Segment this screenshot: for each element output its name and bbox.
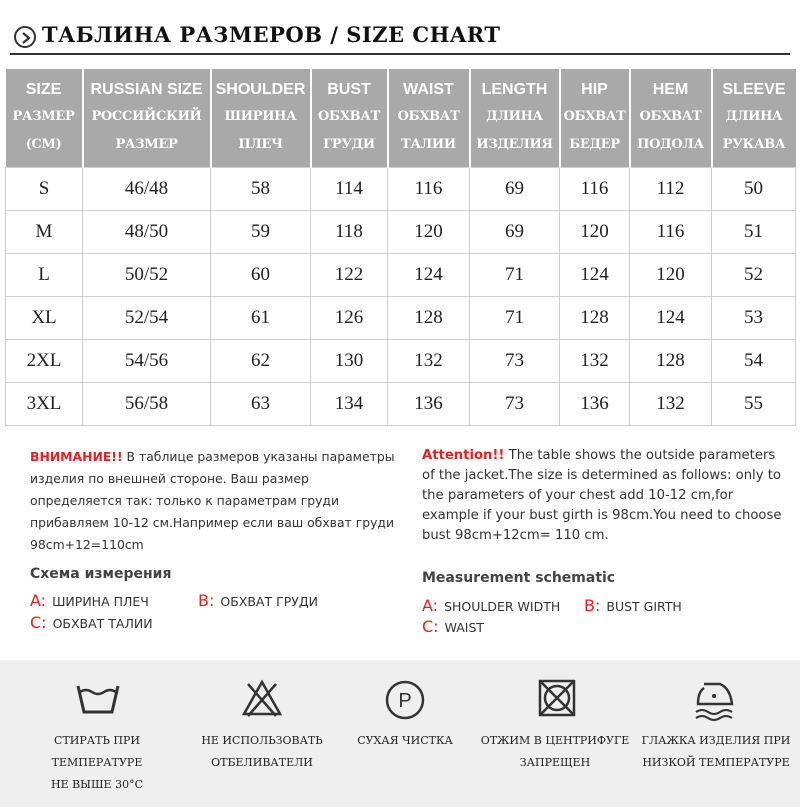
care-instructions bbox=[0, 660, 800, 807]
legend-ru-c: C: ОБХВАТ ТАЛИИ bbox=[30, 613, 153, 632]
table-cell: 52 bbox=[712, 253, 796, 296]
table-cell: 122 bbox=[311, 253, 388, 296]
column-header-en: SIZE bbox=[25, 80, 62, 98]
table-cell: 63 bbox=[211, 382, 311, 425]
column-header-ru1: ОБХВАТ bbox=[318, 108, 380, 124]
table-row bbox=[6, 253, 796, 296]
table-cell: 73 bbox=[470, 339, 560, 382]
no-bleach-icon bbox=[240, 678, 284, 718]
table-cell: 61 bbox=[211, 296, 311, 339]
table-cell: 54/56 bbox=[83, 339, 211, 382]
table-cell: 55 bbox=[712, 382, 796, 425]
table-cell: 53 bbox=[712, 296, 796, 339]
care-item-dryclean bbox=[325, 660, 485, 807]
care-label-iron: ГЛАЖКА ИЗДЕЛИЯ ПРИ НИЗКОЙ ТЕМПЕРАТУРЕ bbox=[641, 734, 791, 769]
column-header-ru1: ОБХВАТ bbox=[563, 108, 626, 124]
table-cell: 3XL bbox=[6, 382, 83, 425]
legend-ru-a: A: ШИРИНА ПЛЕЧ bbox=[30, 591, 149, 610]
table-cell: M bbox=[6, 210, 83, 253]
care-label-dryclean: СУХАЯ ЧИСТКА bbox=[357, 734, 453, 747]
table-cell: 50/52 bbox=[83, 253, 211, 296]
table-cell: 58 bbox=[211, 167, 311, 210]
table-body bbox=[6, 167, 796, 425]
chevron-right-icon bbox=[14, 26, 36, 48]
column-header bbox=[83, 69, 211, 167]
table-cell: 116 bbox=[630, 210, 712, 253]
column-header-ru2: РУКАВА bbox=[722, 136, 786, 152]
schematic-title-ru: Схема измерения bbox=[30, 566, 172, 582]
table-cell: 52/54 bbox=[83, 296, 211, 339]
column-header-ru1: РОССИЙСКИЙ bbox=[91, 108, 202, 124]
table-cell: XL bbox=[6, 296, 83, 339]
table-row bbox=[6, 210, 796, 253]
table-cell: S bbox=[6, 167, 83, 210]
column-header-ru2: РАЗМЕР bbox=[115, 136, 178, 152]
care-item-bleach bbox=[182, 660, 342, 807]
column-header-ru2: ГРУДИ bbox=[323, 136, 375, 152]
column-header-en: BUST bbox=[327, 80, 371, 98]
column-header-ru1: ОБХВАТ bbox=[639, 108, 702, 124]
column-header-en: LENGTH bbox=[481, 80, 548, 98]
table-cell: 136 bbox=[560, 382, 630, 425]
care-item-wash bbox=[17, 660, 177, 807]
column-header-en: RUSSIAN SIZE bbox=[90, 80, 203, 98]
care-item-spin bbox=[475, 660, 635, 807]
table-cell: 132 bbox=[560, 339, 630, 382]
table-cell: 50 bbox=[712, 167, 796, 210]
table-header-row bbox=[6, 69, 796, 167]
table-cell: 118 bbox=[311, 210, 388, 253]
table-cell: 62 bbox=[211, 339, 311, 382]
column-header-en: HEM bbox=[652, 80, 689, 98]
table-cell: 130 bbox=[311, 339, 388, 382]
table-row bbox=[6, 382, 796, 425]
table-cell: 46/48 bbox=[83, 167, 211, 210]
size-chart-table bbox=[5, 69, 796, 426]
table-cell: 126 bbox=[311, 296, 388, 339]
column-header-en: HIP bbox=[581, 80, 608, 98]
legend-en-c: C: WAIST bbox=[422, 617, 485, 636]
wash-30-icon bbox=[74, 678, 122, 718]
title-bar bbox=[0, 0, 800, 58]
column-header-ru2: ПЛЕЧ bbox=[238, 136, 283, 152]
column-header bbox=[712, 69, 796, 167]
table-cell: 128 bbox=[630, 339, 712, 382]
no-tumble-dry-icon bbox=[537, 678, 577, 718]
schematic-title-en: Measurement schematic bbox=[422, 570, 616, 586]
page-title: ТАБЛИНА РАЗМЕРОВ / SIZE CHART bbox=[42, 22, 501, 47]
table-cell: 69 bbox=[470, 167, 560, 210]
care-label-spin: ОТЖИМ В ЦЕНТРИФУГЕ ЗАПРЕЩЕН bbox=[480, 734, 630, 769]
table-cell: 51 bbox=[712, 210, 796, 253]
table-cell: 128 bbox=[388, 296, 470, 339]
column-header-en: WAIST bbox=[403, 80, 454, 98]
column-header bbox=[470, 69, 560, 167]
table-cell: 54 bbox=[712, 339, 796, 382]
column-header-ru2: (CM) bbox=[25, 136, 62, 152]
table-cell: 60 bbox=[211, 253, 311, 296]
note-ru bbox=[30, 446, 400, 556]
warning-ru: ВНИМАНИЕ!! bbox=[30, 449, 123, 464]
column-header bbox=[388, 69, 470, 167]
table-cell: 112 bbox=[630, 167, 712, 210]
table-cell: L bbox=[6, 253, 83, 296]
table-cell: 73 bbox=[470, 382, 560, 425]
table-cell: 71 bbox=[470, 253, 560, 296]
table-cell: 136 bbox=[388, 382, 470, 425]
table-cell: 132 bbox=[630, 382, 712, 425]
legend-en-b: B: BUST GIRTH bbox=[584, 596, 682, 615]
column-header-ru1: ОБХВАТ bbox=[397, 108, 460, 124]
table-cell: 124 bbox=[388, 253, 470, 296]
table-cell: 116 bbox=[560, 167, 630, 210]
column-header-ru1: ШИРИНА bbox=[224, 108, 297, 124]
care-label-bleach: НЕ ИСПОЛЬЗОВАТЬ ОТБЕЛИВАТЕЛИ bbox=[201, 734, 323, 769]
table-cell: 59 bbox=[211, 210, 311, 253]
table-cell: 56/58 bbox=[83, 382, 211, 425]
care-label-wash: СТИРАТЬ ПРИ ТЕМПЕРАТУРЕ НЕ ВЫШЕ 30°C bbox=[50, 734, 144, 791]
column-header-ru2: ПОДОЛА bbox=[637, 136, 704, 152]
column-header-ru2: БЕДЕР bbox=[569, 136, 620, 152]
column-header-ru1: ДЛИНА bbox=[486, 108, 543, 124]
table-row bbox=[6, 167, 796, 210]
table-cell: 128 bbox=[560, 296, 630, 339]
legend-en-a: A: SHOULDER WIDTH bbox=[422, 596, 561, 615]
legend-ru-b: B: ОБХВАТ ГРУДИ bbox=[198, 591, 318, 610]
table-cell: 124 bbox=[560, 253, 630, 296]
column-header-ru1: РАЗМЕР bbox=[12, 108, 75, 124]
column-header-en: SLEEVE bbox=[722, 80, 786, 98]
column-header-en: SHOULDER bbox=[215, 80, 306, 98]
table-cell: 132 bbox=[388, 339, 470, 382]
table-cell: 134 bbox=[311, 382, 388, 425]
note-en bbox=[422, 446, 792, 546]
column-header-ru2: ТАЛИИ bbox=[401, 136, 456, 152]
warning-en: Attention!! bbox=[422, 448, 505, 463]
iron-low-icon bbox=[692, 678, 740, 722]
table-cell: 2XL bbox=[6, 339, 83, 382]
note-ru-text: В таблице размеров указаны параметры изделия по внешней стороне. Ваш размер определяется так: только к параметрам груди прибавляем 10-12 см.Например если ваш обхват груди 98cm+12=110cm bbox=[30, 449, 395, 552]
column-header bbox=[560, 69, 630, 167]
column-header-ru1: ДЛИНА bbox=[725, 108, 783, 124]
table-row bbox=[6, 339, 796, 382]
table-cell: 124 bbox=[630, 296, 712, 339]
table-cell: 48/50 bbox=[83, 210, 211, 253]
table-cell: 120 bbox=[388, 210, 470, 253]
table-cell: 116 bbox=[388, 167, 470, 210]
table-cell: 71 bbox=[470, 296, 560, 339]
care-item-iron bbox=[636, 660, 796, 807]
column-header bbox=[630, 69, 712, 167]
column-header-ru2: ИЗДЕЛИЯ bbox=[476, 136, 553, 152]
table-row bbox=[6, 296, 796, 339]
table-cell: 120 bbox=[630, 253, 712, 296]
dry-clean-p-icon bbox=[383, 678, 427, 722]
column-header bbox=[6, 69, 83, 167]
table-cell: 120 bbox=[560, 210, 630, 253]
table-cell: 114 bbox=[311, 167, 388, 210]
column-header bbox=[211, 69, 311, 167]
title-divider bbox=[10, 53, 790, 55]
column-header bbox=[311, 69, 388, 167]
dry-clean-letter: P bbox=[398, 690, 412, 712]
table-cell: 69 bbox=[470, 210, 560, 253]
note-en-text: The table shows the outside parameters of the jacket.The size is determined as follows: only to the parameters of your chest add 10-12 cm,for example if your bust girth is 98cm.You need to choose bust 98cm+12cm= 110 cm. bbox=[422, 448, 782, 543]
